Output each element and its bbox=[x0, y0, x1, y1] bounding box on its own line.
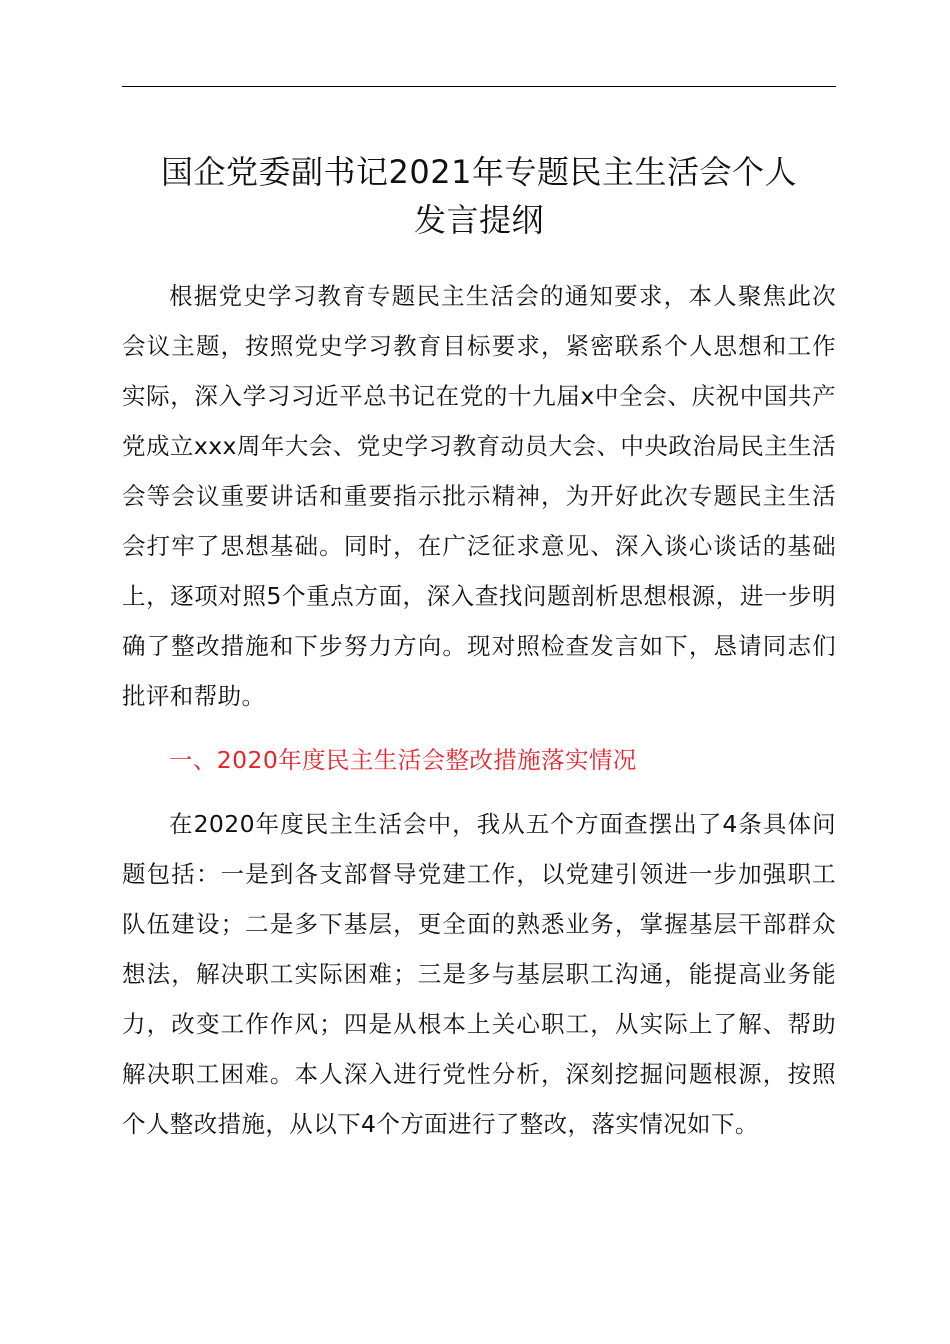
document-body bbox=[122, 148, 836, 1149]
title-line-2: 发言提纲 bbox=[413, 201, 544, 239]
header-rule bbox=[122, 86, 836, 87]
title-line-1: 国企党委副书记2021年专题民主生活会个人 bbox=[161, 153, 797, 191]
section-heading-1: 一、2020年度民主生活会整改措施落实情况 bbox=[169, 746, 637, 774]
section-1-paragraph: 在2020年度民主生活会中，我从五个方面查摆出了4条具体问题包括：一是到各支部督导党建工作，以党建引领进一步加强职工队伍建设；二是多下基层，更全面的熟悉业务，掌握基层干部群众想法，解决职工实际困难；三是多与基层职工沟通，能提高业务能力，改变工作作风；四是从根本上关心职工，从实际上了解、帮助解决职工困难。本人深入进行党性分析，深刻挖掘问题根源，按照个人整改措施，从以下4个方面进行了整改，落实情况如下。 bbox=[122, 810, 836, 1138]
document-title bbox=[122, 148, 836, 244]
intro-paragraph: 根据党史学习教育专题民主生活会的通知要求，本人聚焦此次会议主题，按照党史学习教育目标要求，紧密联系个人思想和工作实际，深入学习习近平总书记在党的十九届x中全会、庆祝中国共产党成立xxx周年大会、党史学习教育动员大会、中央政治局民主生活会等会议重要讲话和重要指示批示精神，为开好此次专题民主生活会打牢了思想基础。同时，在广泛征求意见、深入谈心谈话的基础上，逐项对照5个重点方面，深入查找问题剖析思想根源，进一步明确了整改措施和下步努力方向。现对照检查发言如下，恳请同志们批评和帮助。 bbox=[122, 282, 836, 710]
